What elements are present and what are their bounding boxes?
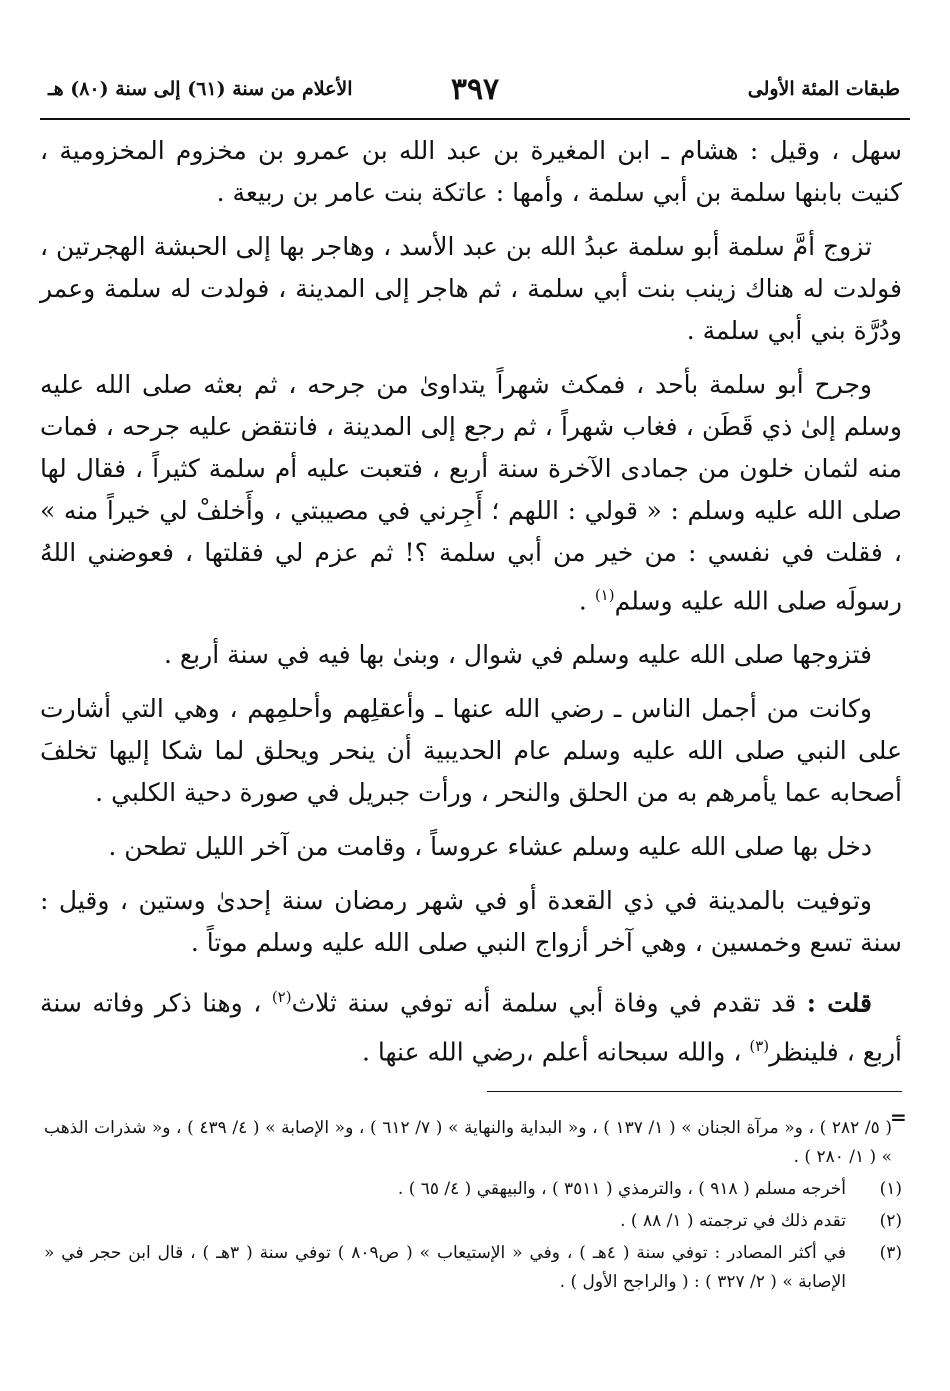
footnote-text: أخرجه مسلم ( ٩١٨ ) ، والترمذي ( ٣٥١١ ) ، والبيهقي ( ٤/ ٦٥ ) .	[397, 1179, 846, 1199]
running-header	[40, 72, 910, 112]
paragraph-text: وكانت من أجمل الناس ـ رضي الله عنها ـ وأعقلِهم وأحلمِهم ، وهي التي أشارت على النبي صلى الله عليه وسلم عام الحديبية أن ينحر ويحلق لما شكا إليها تخلفَ أصحابه عما يأمرهم به من الحلق والنحر ، ورأت جبريل في صورة دحية الكلبي .	[40, 694, 902, 808]
paragraph-text: .	[578, 586, 595, 616]
paragraph-text: فتزوجها صلى الله عليه وسلم في شوال ، وبنىٰ بها فيه في سنة أربع .	[163, 640, 872, 670]
footnote-number: (٢)	[879, 1211, 902, 1231]
paragraph	[40, 364, 902, 622]
paragraph	[40, 688, 902, 814]
footnote-ref-1[interactable]: (١)	[594, 586, 615, 604]
footnote-ref-3[interactable]: (٣)	[749, 1036, 770, 1055]
footnote-2	[44, 1207, 902, 1236]
footnote-1	[44, 1175, 902, 1204]
footnote-ref-2[interactable]: (٢)	[271, 988, 292, 1007]
paragraph-text: سهل ، وقيل : هشام ـ ابن المغيرة بن عبد الله بن عمرو بن مخزوم المخزومية ، كنيت بابنها سلمة بن أبي سلمة ، وأمها : عاتكة بنت عامر بن ربيعة .	[40, 136, 902, 207]
footnote-text: في أكثر المصادر : توفي سنة ( ٤هـ ) ، وفي « الإستيعاب » ( ص٨٠٩ ) توفي سنة ( ٣هـ ) ، قال ابن حجر في « الإصابة » ( ٢/ ٣٢٧ ) : ( والراجح الأول ) .	[44, 1243, 846, 1292]
footnote-number: (١)	[879, 1179, 902, 1199]
paragraph-text: وتوفيت بالمدينة في ذي القعدة أو في شهر رمضان سنة إحدىٰ وستين ، وقيل : سنة تسع وخمسين ، وهي آخر أزواج النبي صلى الله عليه وسلم موتاً .	[40, 886, 902, 958]
header-rule	[40, 118, 910, 120]
paragraph-text: تزوج أمَّ سلمة أبو سلمة عبدُ الله بن عبد الأسد ، وهاجر بها إلى الحبشة الهجرتين ، فولدت له هناك زينب بنت أبي سلمة ، ثم هاجر إلى المدينة ، فولدت له سلمة وعمر ودُرَّة بني أبي سلمة .	[40, 232, 902, 345]
footnote-text: تقدم ذلك في ترجمته ( ١/ ٨٨ ) .	[620, 1211, 846, 1231]
footnote-3	[44, 1239, 902, 1297]
paragraph	[40, 130, 902, 214]
footnote-continuation	[44, 1114, 902, 1172]
footnote-text: ( ٥/ ٢٨٢ ) ، و« مرآة الجنان » ( ١/ ١٣٧ ) ، و« البداية والنهاية » ( ٧/ ٦١٢ ) ، و« الإصابة » ( ٤/ ٤٣٩ ) ، و« شذرات الذهب » ( ١/ ٢٨٠ ) .	[44, 1118, 892, 1167]
footnote-number: (٣)	[879, 1243, 902, 1263]
paragraph	[40, 880, 902, 964]
paragraph	[40, 976, 902, 1073]
section-title: الأعلام من سنة (٦١) إلى سنة (٨٠) هـ	[48, 78, 353, 100]
paragraph-text: ، وهنا ذكر وفاته سنة أربع ، فلينظر	[40, 988, 902, 1066]
main-text	[40, 130, 902, 1085]
footnotes	[44, 1114, 902, 1300]
paragraph	[40, 226, 902, 352]
paragraph-text: دخل بها صلى الله عليه وسلم عشاء عروساً ، وقامت من آخر الليل تطحن .	[108, 832, 872, 862]
continuation-mark: =	[890, 1105, 907, 1129]
book-title: طبقات المئة الأولى	[747, 78, 900, 100]
paragraph	[40, 634, 902, 676]
page-number: ٣٩٧	[450, 72, 500, 107]
paragraph-text: قد تقدم في وفاة أبي سلمة أنه توفي سنة ثلاث	[291, 988, 807, 1018]
footnote-rule	[487, 1091, 902, 1092]
qultu-label: قلت :	[806, 988, 872, 1018]
paragraph-text: ، والله سبحانه أعلم ،رضي الله عنها .	[362, 1036, 750, 1066]
paragraph	[40, 826, 902, 868]
paragraph-text: وجرح أبو سلمة بأحد ، فمكث شهراً يتداوىٰ من جرحه ، ثم بعثه صلى الله عليه وسلم إلىٰ ذي قَطَن ، فغاب شهراً ، ثم رجع إلى المدينة ، فانتقض عليه جرحه ، فمات منه لثمان خلون من جمادى الآخرة سنة أربع ، فتعبت عليه أم سلمة كثيراً ، فقال لها صلى الله عليه وسلم : « قولي : اللهم ؛ أَجِرني في مصيبتي ، وأَخلفْ لي خيراً منه » ، فقلت في نفسي : من خير من أبي سلمة ؟! ثم عزم لي فقلتها ، فعوضني اللهُ رسولَه صلى الله عليه وسلم	[40, 370, 902, 616]
